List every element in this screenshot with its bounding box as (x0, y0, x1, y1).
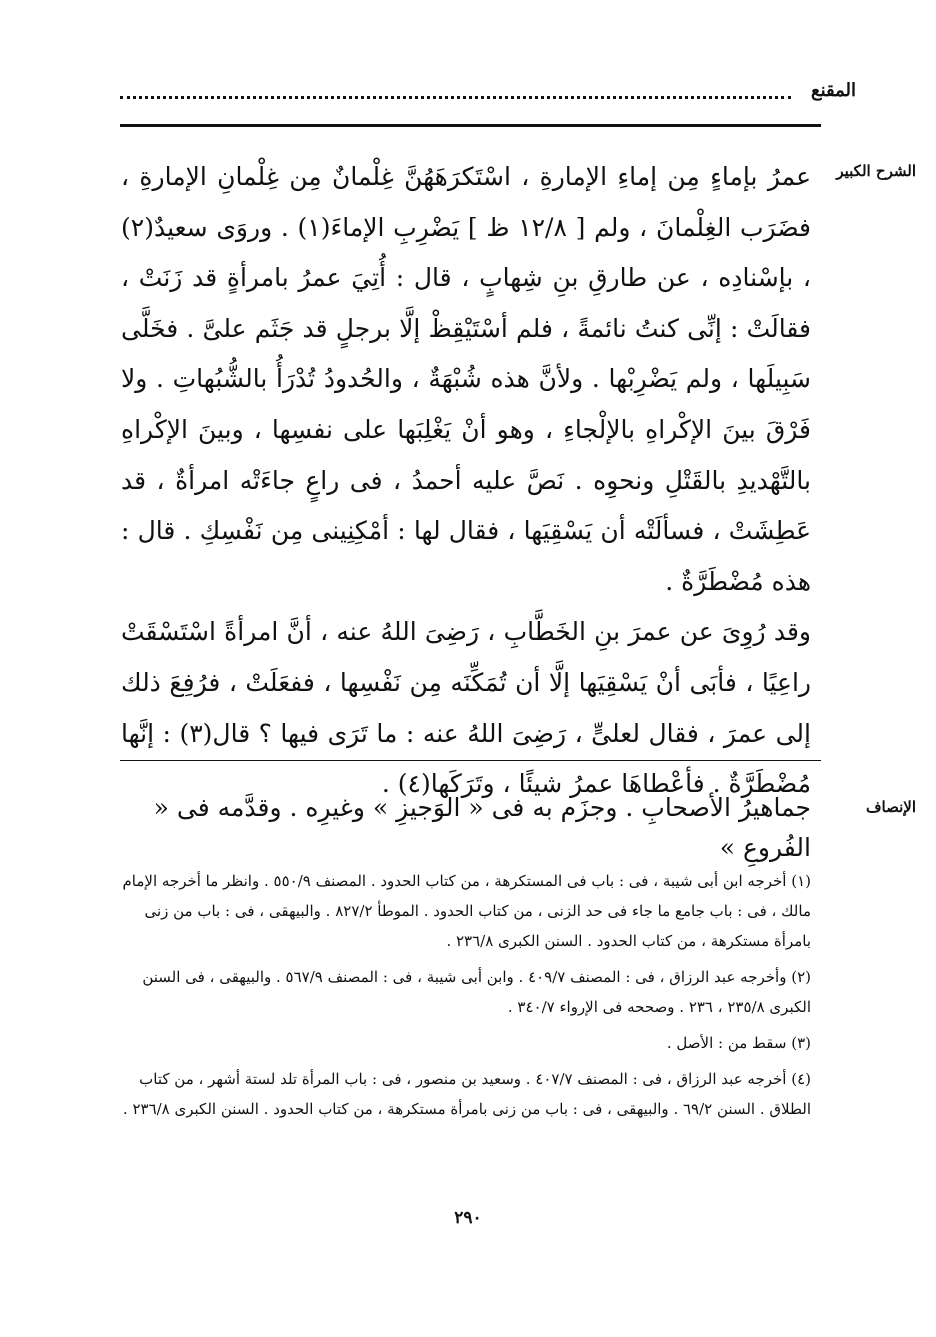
main-paragraph: عمرُ بإماءٍ مِن إماءِ الإمارةِ ، اسْتَكرَهَهُنَّ غِلْمانٌ مِن غِلْمانِ الإمارةِ ، فضَرَب الغِلْمانَ ، ولم [ ١٢/٨ ظ ] يَضْرِبِ الإماءَ(١) . وروَى سعيدٌ(٢) ، بإسْنادِه ، عن طارقِ بنِ شِهابٍ ، قال : أُتِيَ عمرُ بامرأةٍ قد زَنَتْ ، فقالَتْ : إنِّى كنتُ نائمةً ، فلم أسْتَيْقِظْ إلَّا برجلٍ قد جَثَم علىَّ . فخَلَّى سَبِيلَها ، ولم يَضْرِبْها . ولأنَّ هذه شُبْهَةٌ ، والحُدودُ تُدْرَأُ بالشُّبُهاتِ . ولا فَرْقَ بينَ الإكْراهِ بالإلْجاءِ ، وهو أنْ يَغْلِبَها على نفسِها ، وبينَ الإكْراهِ بالتَّهْديدِ بالقَتْلِ ونحوِه . نَصَّ عليه أحمدُ ، فى راعٍ جاءَتْه امرأةٌ ، قد عَطِشَتْ ، فسألَتْه أن يَسْقِيَها ، فقال لها : أمْكِنِينى مِن نَفْسِكِ . قال : هذه مُضْطَرَّةٌ . (121, 162, 811, 596)
side-label-sharh: الشرح الكبير (836, 162, 916, 180)
footnotes (121, 866, 811, 1130)
footnote: (١) أخرجه ابن أبى شيبة ، فى : باب فى المستكرهة ، من كتاب الحدود . المصنف ٥٥٠/٩ . وانظر ما أخرجه الإمام مالك ، فى : باب جامع ما جاء فى حد الزنى ، من كتاب الحدود . الموطأ ٨٢٧/٢ . والبيهقى ، فى : باب من زنى بامرأة مستكرهة ، من كتاب الحدود . السنن الكبرى ٢٣٦/٨ . (122, 872, 811, 950)
main-paragraph: وقد رُوِىَ عن عمرَ بنِ الخَطَّابِ ، رَضِىَ اللهُ عنه ، أنَّ امرأةً اسْتَسْقَتْ راعِيًا ، فأبَى أنْ يَسْقِيَها إلَّا أن تُمَكِّنَه مِن نَفْسِها ، ففعَلَتْ ، فرُفِعَ ذلك إلى عمرَ ، فقال لعلىٍّ ، رَضِىَ اللهُ عنه : ما تَرَى فيها ؟ قال(٣) : إنَّها مُضْطَرَّةٌ . فأعْطاهَا عمرُ شيئًا ، وتَرَكَها(٤) . (121, 617, 811, 799)
footnote: (٢) وأخرجه عبد الرزاق ، فى : المصنف ٤٠٩/٧ . وابن أبى شيبة ، فى : المصنف ٥٦٧/٩ . والبيهقى ، فى السنن الكبرى ٢٣٥/٨ ، ٢٣٦ . وصححه فى الإرواء ٣٤٠/٧ . (142, 968, 811, 1016)
main-commentary-text (121, 152, 811, 810)
header-rule (120, 124, 821, 127)
running-header-title: المقنع (810, 80, 856, 101)
footnote: (٤) أخرجه عبد الرزاق ، فى : المصنف ٤٠٧/٧ . وسعيد بن منصور ، فى : باب المرأة تلد لستة أشهر ، من كتاب الطلاق . السنن ٦٩/٢ . والبيهقى ، فى : باب من زنى بامرأة مستكرهة ، من كتاب الحدود . السنن الكبرى ٢٣٦/٨ . (122, 1070, 811, 1118)
side-label-insaf: الإنصاف (865, 798, 916, 816)
footnote: (٣) سقط من : الأصل . (666, 1034, 811, 1052)
header-dotted-leader (120, 84, 791, 99)
section-divider (120, 760, 821, 761)
page-number: ٢٩٠ (454, 1208, 482, 1228)
insaf-text: جماهيرُ الأصحابِ . وجزَم به فى « الوَجيزِ » وغيرِه . وقدَّمه فى « الفُروعِ » (153, 793, 811, 862)
